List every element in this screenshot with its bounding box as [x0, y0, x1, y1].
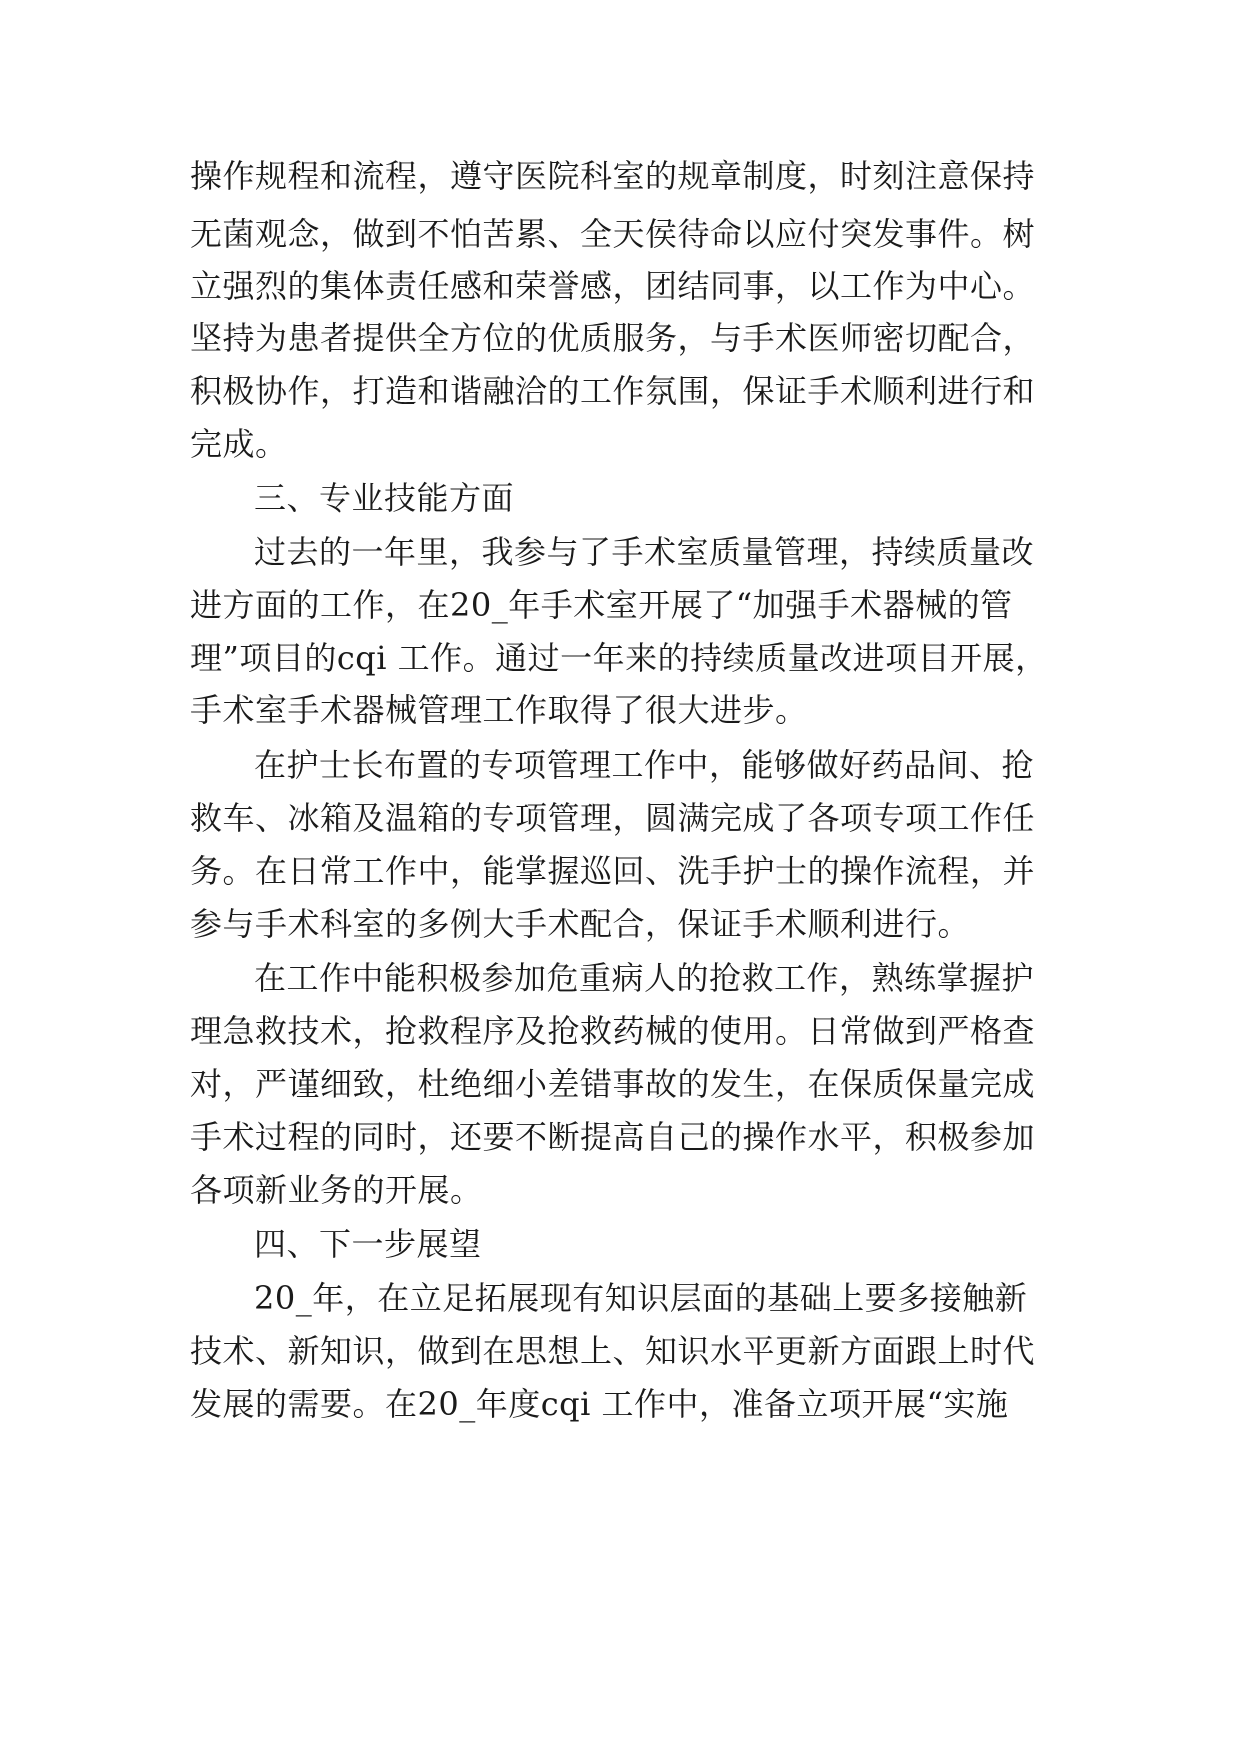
- body-text-line: 过去的一年里，我参与了手术室质量管理，持续质量改: [254, 533, 1035, 571]
- body-text-line: 操作规程和流程，遵守医院科室的规章制度，时刻注意保持: [190, 157, 1036, 195]
- body-text-line: 无菌观念，做到不怕苦累、全天侯待命以应付突发事件。树: [190, 215, 1036, 253]
- body-text-line: 20_年，在立足拓展现有知识层面的基础上要多接触新: [254, 1279, 1028, 1317]
- body-text-line: 手术室手术器械管理工作取得了很大进步。: [190, 691, 808, 729]
- body-text-line: 各项新业务的开展。: [190, 1171, 483, 1209]
- body-text-line: 坚持为患者提供全方位的优质服务，与手术医师密切配合，: [190, 319, 1036, 357]
- body-text-line: 进方面的工作，在20_年手术室开展了“加强手术器械的管: [190, 586, 1013, 624]
- body-text-line: 在工作中能积极参加危重病人的抢救工作，熟练掌握护: [254, 959, 1035, 997]
- body-text-line: 积极协作，打造和谐融洽的工作氛围，保证手术顺利进行和: [190, 372, 1036, 410]
- body-text-line: 救车、冰箱及温箱的专项管理，圆满完成了各项专项工作任: [190, 799, 1036, 837]
- body-text-line: 手术过程的同时，还要不断提高自己的操作水平，积极参加: [190, 1118, 1036, 1156]
- body-text-line: 理”项目的cqi 工作。通过一年来的持续质量改进项目开展，: [190, 639, 1048, 677]
- body-text-line: 务。在日常工作中，能掌握巡回、洗手护士的操作流程，并: [190, 852, 1036, 890]
- body-text-line: 完成。: [190, 425, 288, 463]
- section-heading: 三、专业技能方面: [254, 479, 515, 517]
- body-text-line: 参与手术科室的多例大手术配合，保证手术顺利进行。: [190, 905, 971, 943]
- body-text-line: 技术、新知识，做到在思想上、知识水平更新方面跟上时代: [190, 1332, 1036, 1370]
- body-text-line: 理急救技术，抢救程序及抢救药械的使用。日常做到严格查: [190, 1012, 1036, 1050]
- body-text-line: 发展的需要。在20_年度cqi 工作中，准备立项开展“实施: [190, 1385, 1009, 1423]
- section-heading: 四、下一步展望: [254, 1225, 482, 1263]
- body-text-line: 立强烈的集体责任感和荣誉感，团结同事，以工作为中心。: [190, 267, 1036, 305]
- body-text-line: 对，严谨细致，杜绝细小差错事故的发生，在保质保量完成: [190, 1065, 1036, 1103]
- body-text-line: 在护士长布置的专项管理工作中，能够做好药品间、抢: [254, 746, 1035, 784]
